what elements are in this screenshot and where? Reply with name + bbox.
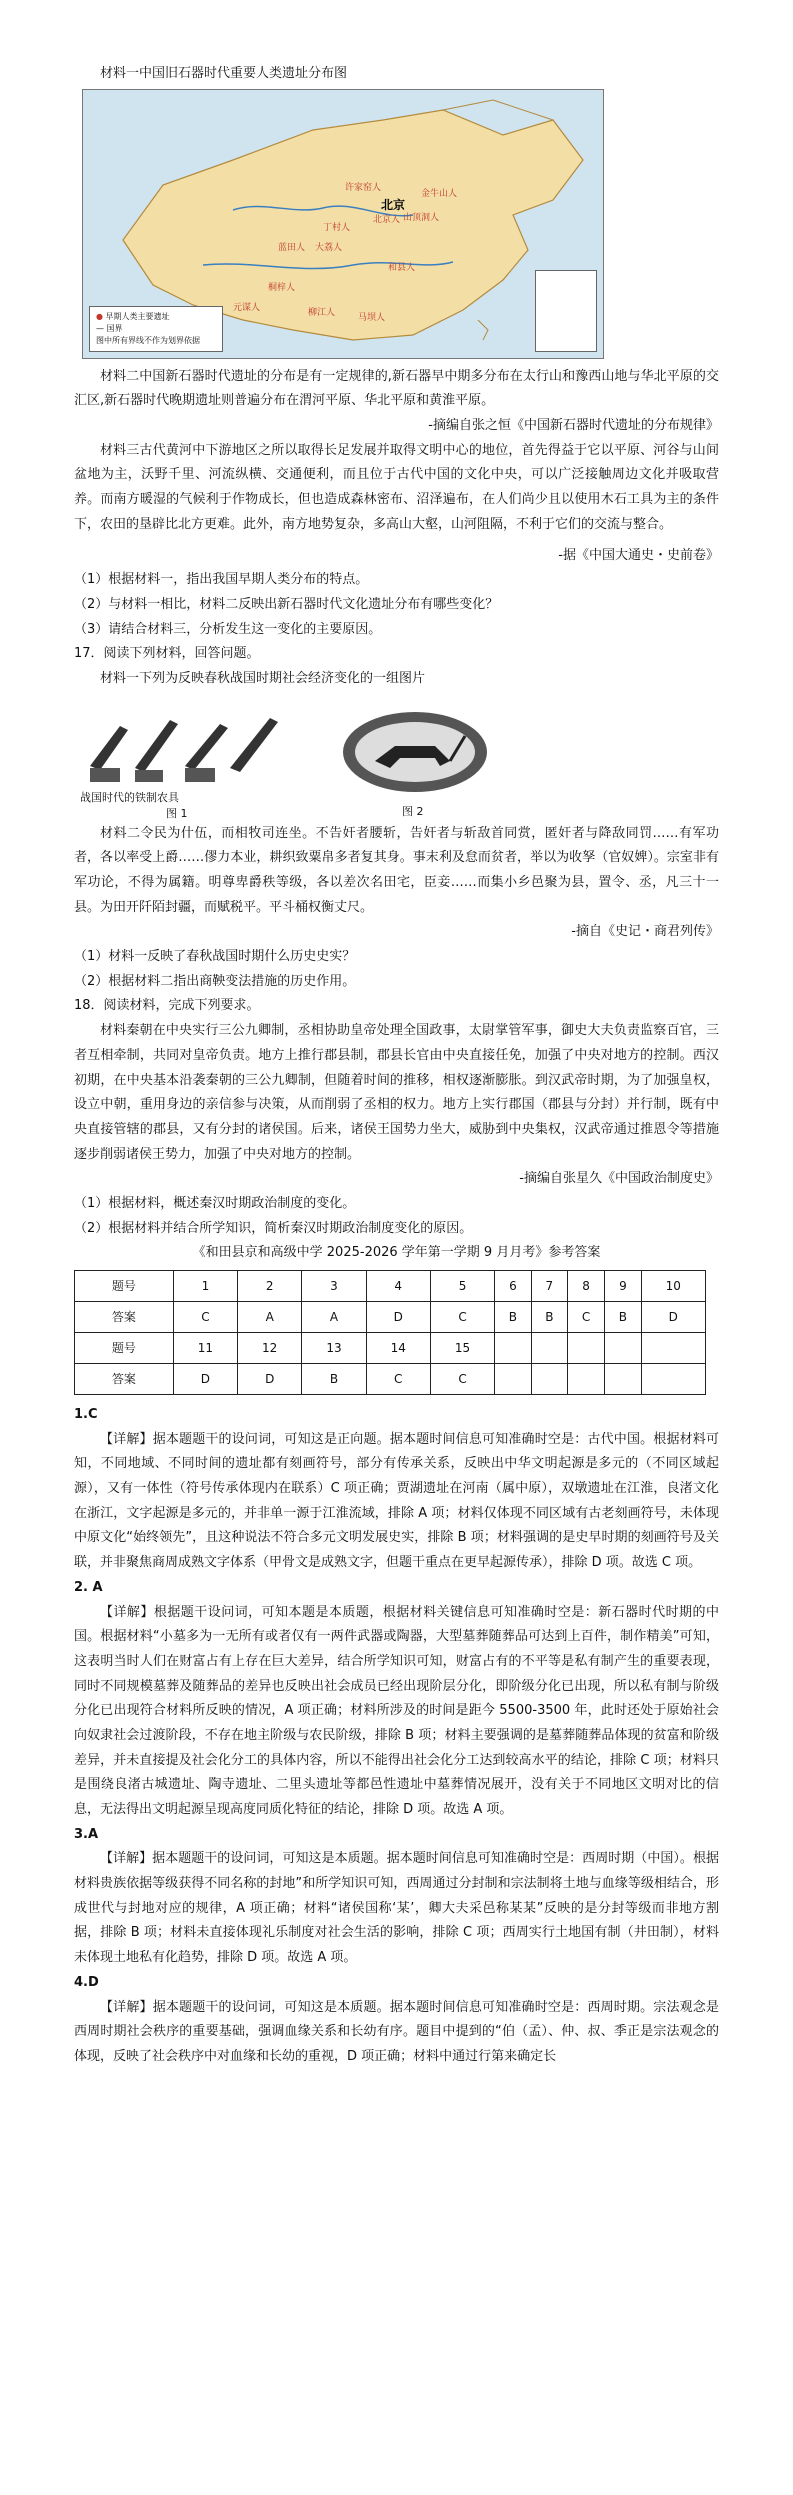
answer-cell: B xyxy=(531,1302,567,1333)
explanation-number: 4.D xyxy=(74,1974,99,1990)
answer-cell: C xyxy=(430,1364,494,1395)
question-number: 6 xyxy=(495,1271,531,1302)
answer-cell xyxy=(568,1364,605,1395)
material1-title: 材料一中国旧石器时代重要人类遗址分布图 xyxy=(100,66,348,81)
q18-material: 材料秦朝在中央实行三公九卿制，丞相协助皇帝处理全国政事，太尉掌管军事，御史大夫负责监察百官，三者互相牵制，共同对皇帝负责。地方上推行郡县制，郡县长官由中央直接任免，加强了中央对地方的控制。西汉初期，在中央基本沿袭秦朝的三公九卿制，但随着时间的推移，相权逐渐膨胀。到汉武帝时期，为了加强皇权，设立中朝，重用身边的亲信参与决策，从而削弱了丞相的权力。地方上实行郡国（郡县与分封）并行制，既有中央直接管辖的郡县，又有分封的诸侯国。后来，诸侯王国势力坐大，威胁到中央集权，汉武帝通过推恩令等措施逐步削弱诸侯王势力，加强了中央对地方的控制。 xyxy=(74,1023,719,1162)
answer-cell xyxy=(605,1364,641,1395)
map-city-label: 北京 xyxy=(381,197,406,212)
map-site-label: 马坝人 xyxy=(358,312,386,323)
map-site-label: 金牛山人 xyxy=(421,188,458,199)
q18-item: （1）根据材料，概述秦汉时期政治制度的变化。 xyxy=(74,1195,356,1211)
question-number: 10 xyxy=(641,1271,705,1302)
answer-table xyxy=(74,1270,706,1395)
table-row xyxy=(75,1271,706,1302)
q18-heading: 18．阅读材料，完成下列要求。 xyxy=(74,998,260,1014)
site-distribution-map xyxy=(82,89,604,359)
material3-text: 材料三古代黄河中下游地区之所以取得长足发展并取得文明中心的地位，首先得益于它以平原、河谷与山间盆地为主，沃野千里、河流纵横、交通便利，而且位于古代中国的文化中央，可以广泛接触周边文化并吸取营养。而南方暖湿的气候利于作物成长，但也造成森林密布、沼泽遍布，在人们尚少且以使用木石工具为主的条件下，农田的垦辟比北方更难。此外，南方地势复杂，多高山大壑，山河阻隔，不利于它们的交流与整合。 xyxy=(74,442,719,532)
answer-cell: A xyxy=(238,1302,302,1333)
document-page xyxy=(0,62,793,2495)
table-row xyxy=(75,1364,706,1395)
answer-title: 《和田县京和高级中学 2025-2026 学年第一学期 9 月月考》参考答案 xyxy=(192,1245,601,1261)
q17-material2: 材料二令民为什伍，而相牧司连坐。不告奸者腰斩，告奸者与斩敌首同赏，匿奸者与降敌同罚……有军功者，各以率受上爵……僇力本业，耕织致粟帛多者复其身。事末利及怠而贫者，举以为收孥（官奴婢）。宗室非有军功论，不得为属籍。明尊卑爵秩等级，各以差次名田宅，臣妾……而集小乡邑聚为县，置令、丞，凡三十一县。为田开阡陌封疆，而赋税平。平斗桶权衡丈尺。 xyxy=(74,825,719,915)
explanation-text: 【详解】据本题题干的设问词，可知这是正向题。据本题时间信息可知准确时空是：古代中国。根据材料可知，不同地域、不同时间的遗址都有刻画符号，部分有传承关系，反映出中华文明起源是多元的（不同区域起源），又有一体性（符号传承体现内在联系）C 项正确；贾湖遗址在河南（属中原），双墩遗址在江淮，良渚文化在浙江，文字起源是多元的，并非单一源于江淮流域，排除 A 项；材料仅体现不同区域有古老刻画符号，未体现中原文化“始终领先”，且这种说法不符合多元文明发展史实，排除 B 项；材料强调的是史早时期的刻画符号及关联，并非聚焦商周成熟文字体系（甲骨文是成熟文字，但题干重点在更早起源传承），排除 D 项。故选 C 项。 xyxy=(74,1431,719,1571)
legend-item: 图中所有界线不作为划界依据 xyxy=(96,335,200,345)
question-number: 15 xyxy=(430,1333,494,1364)
answer-cell: D xyxy=(173,1364,237,1395)
legend-item: ● 早期人类主要遗址 xyxy=(96,311,170,321)
question-number: 7 xyxy=(531,1271,567,1302)
map-site-label: 北京人 xyxy=(373,214,401,225)
map-site-label: 桐梓人 xyxy=(268,282,296,293)
q17-heading: 17．阅读下列材料，回答问题。 xyxy=(74,646,260,662)
question-number xyxy=(641,1333,705,1364)
question-number: 12 xyxy=(238,1333,302,1364)
question-number xyxy=(531,1333,567,1364)
answer-cell: C xyxy=(366,1364,430,1395)
q17-source: -摘自《史记・商君列传》 xyxy=(571,924,719,940)
answer-cell: C xyxy=(568,1302,605,1333)
question-number: 5 xyxy=(430,1271,494,1302)
fig2-label: 图 2 xyxy=(402,804,424,818)
answer-cell: C xyxy=(173,1302,237,1333)
question-number: 1 xyxy=(173,1271,237,1302)
q17-item: （2）根据材料二指出商鞅变法措施的历史作用。 xyxy=(74,973,356,989)
q18-item: （2）根据材料并结合所学知识，简析秦汉时期政治制度变化的原因。 xyxy=(74,1220,473,1236)
table-row xyxy=(75,1333,706,1364)
map-site-label: 大荔人 xyxy=(315,242,343,253)
question-number: 14 xyxy=(366,1333,430,1364)
q18-source: -摘编自张星久《中国政治制度史》 xyxy=(519,1171,719,1187)
question-number xyxy=(605,1333,641,1364)
question-number: 8 xyxy=(568,1271,605,1302)
answer-cell xyxy=(495,1364,531,1395)
answer-cell: D xyxy=(366,1302,430,1333)
explanation-text: 【详解】据本题题干的设问词，可知这是本质题。据本题时间信息可知准确时空是：西周时期。宗法观念是西周时期社会秩序的重要基础，强调血缘关系和长幼有序。题目中提到的“伯（孟）、仲、叔、季正是宗法观念的体现，反映了社会秩序中对血缘和长幼的重视，D 项正确；材料中通过行第来确定长 xyxy=(74,1999,719,2064)
table-row-label: 题号 xyxy=(75,1333,174,1364)
q17-material1: 材料一下列为反映春秋战国时期社会经济变化的一组图片 xyxy=(100,670,426,686)
q16-item: （1）根据材料一，指出我国早期人类分布的特点。 xyxy=(74,572,369,588)
question-number xyxy=(495,1333,531,1364)
answer-cell: D xyxy=(238,1364,302,1395)
question-number xyxy=(568,1333,605,1364)
legend-item: — 国界 xyxy=(96,323,123,333)
map-site-label: 山顶洞人 xyxy=(403,212,440,223)
material3-source: -据《中国大通史・史前卷》 xyxy=(558,547,719,563)
explanation-number: 1.C xyxy=(74,1407,98,1422)
question-number: 9 xyxy=(605,1271,641,1302)
answer-cell xyxy=(531,1364,567,1395)
explanation-number: 2. A xyxy=(74,1579,103,1595)
table-row-label: 答案 xyxy=(75,1364,174,1395)
answer-cell: D xyxy=(641,1302,705,1333)
answer-cell: B xyxy=(495,1302,531,1333)
q17-figures xyxy=(80,700,719,818)
material2-text: 材料二中国新石器时代遗址的分布是有一定规律的,新石器早中期多分布在太行山和豫西山地与华北平原的交汇区,新石器时代晚期遗址则普遍分布在渭河平原、华北平原和黄淮平原。 xyxy=(74,368,719,409)
question-number: 2 xyxy=(238,1271,302,1302)
map-site-label: 许家窑人 xyxy=(345,182,382,193)
map-site-label: 和县人 xyxy=(388,262,416,273)
map-site-label: 蓝田人 xyxy=(278,242,306,253)
fig1-label: 图 1 xyxy=(166,806,188,820)
answer-cell: A xyxy=(302,1302,366,1333)
question-number: 13 xyxy=(302,1333,366,1364)
table-row xyxy=(75,1302,706,1333)
q17-item: （1）材料一反映了春秋战国时期什么历史史实？ xyxy=(74,949,356,965)
figure-ox-plowing xyxy=(340,706,490,818)
answer-cell xyxy=(641,1364,705,1395)
fig1-caption: 战国时代的铁制农具 xyxy=(80,790,179,804)
question-number: 3 xyxy=(302,1271,366,1302)
q16-item: （2）与材料一相比，材料二反映出新石器时代文化遗址分布有哪些变化？ xyxy=(74,596,499,612)
question-number: 4 xyxy=(366,1271,430,1302)
ox-plowing-icon xyxy=(340,706,490,798)
explanation-text: 【详解】据本题题干的设问词，可知这是本质题。据本题时间信息可知准确时空是：西周时期（中国）。根据材料贵族依据等级获得不同名称的封地”和所学知识可知，西周通过分封制和宗法制将土地与血缘等级相结合，形成世代与封地对应的规律，A 项正确；材料“诸侯国称‘某’，卿大夫采邑称某某”反映的是分封等级而非地方割据，排除 B 项；材料未直接体现礼乐制度对社会生活的影响，排除 C 项；西周实行土地国有制（井田制），材料未体现土地私有化趋势，排除 D 项。故选 A 项。 xyxy=(74,1851,719,1966)
figure-iron-tools xyxy=(80,706,300,818)
answer-cell: B xyxy=(302,1364,366,1395)
map-site-label: 丁村人 xyxy=(323,222,351,233)
map-site-label: 元谋人 xyxy=(233,302,261,313)
south-sea-inset xyxy=(535,270,597,352)
table-row-label: 答案 xyxy=(75,1302,174,1333)
material2-source: -摘编自张之恒《中国新石器时代遗址的分布规律》 xyxy=(428,418,719,434)
q16-item: （3）请结合材料三，分析发生这一变化的主要原因。 xyxy=(74,621,382,637)
map-site-label: 柳江人 xyxy=(308,307,336,318)
map-legend xyxy=(89,306,223,352)
explanation-number: 3.A xyxy=(74,1826,99,1842)
answer-cell: B xyxy=(605,1302,641,1333)
table-row-label: 题号 xyxy=(75,1271,174,1302)
answer-cell: C xyxy=(430,1302,494,1333)
explanation-text: 【详解】根据题干设问词，可知本题是本质题，根据材料关键信息可知准确时空是：新石器时代时期的中国。根据材料“小墓多为一无所有或者仅有一两件武器或陶器，大型墓葬随葬品可达到上百件，制作精美”可知，这表明当时人们在财富占有上存在巨大差异，结合所学知识可知，财富占有的不平等是私有制产生的重要表现，同时不同规模墓葬及随葬品的差异也反映出社会成员已经出现阶层分化，即阶级分化已出现，所以私有制与阶级分化已出现符合材料所反映的情况，A 项正确；材料所涉及的时间是距今 5500-3500 年，此时还处于原始社会向奴隶社会过渡阶段，不存在地主阶级与农民阶级，排除 B 项；材料主要强调的是墓葬随葬品体现的贫富和阶级差异，并未直接提及社会化分工的具体内容，所以不能得出社会化分工达到较高水平的结论，排除 C 项；材料只是围绕良渚古城遗址、陶寺遗址、二里头遗址等都邑性遗址中墓葬情况展开，没有关于不同地区文明对比的信息，无法得出文明起源呈现高度同质化特征的结论，排除 D 项。故选 A 项。 xyxy=(74,1604,719,1817)
iron-tools-icon xyxy=(80,706,300,786)
question-number: 11 xyxy=(173,1333,237,1364)
